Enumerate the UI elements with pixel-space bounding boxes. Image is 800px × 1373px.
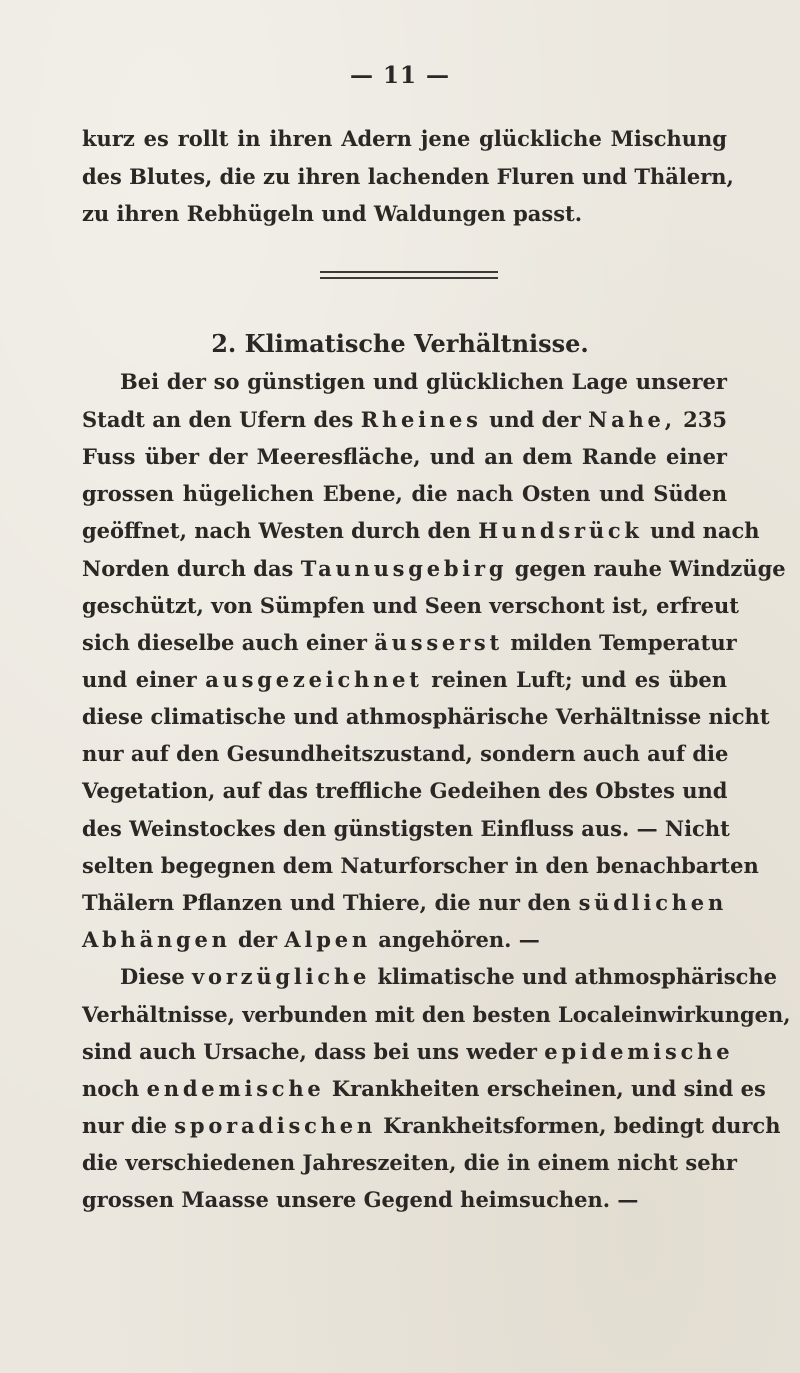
emphasized-word: vorzügliche [192,964,371,989]
text-run: gegen rauhe Windzüge [514,556,786,581]
text-run: Krankheitsformen, bedingt durch [383,1113,781,1138]
text-line [82,1002,791,1027]
text-line [82,1113,781,1138]
text-line [120,371,727,392]
text-run: nur die [82,1113,167,1138]
section-heading: 2. Klimatische Verhältnisse. [211,329,589,358]
text-run: 235 [683,407,727,432]
emphasized-word: Taunusgebirg [300,556,508,581]
text-run: reinen Luft; und es üben [431,667,728,692]
divider-rule [320,271,498,273]
text-line [82,704,770,729]
page-number: — 11 — [349,62,451,89]
text-line [82,1039,734,1064]
text-line [82,630,737,655]
text-line [82,853,759,878]
text-line [120,964,778,989]
text-line [82,929,727,950]
text-run: Diese [120,964,185,989]
emphasized-word: Nahe, [588,407,676,432]
text-line [82,518,760,543]
text-line [82,1189,727,1210]
text-line [82,446,727,467]
text-line [82,816,730,841]
emphasized-word: Hundsrück [478,518,643,543]
text-run: selten begegnen dem Naturforscher in den benachbarten [82,853,759,878]
text-line [82,1150,737,1175]
text-run: die verschiedenen Jahreszeiten, die in einem nicht sehr [82,1150,737,1175]
text-line: kurz es rollt in ihren Adern jene glückliche Mischung [82,126,727,151]
emphasized-word: südlichen [578,890,727,915]
text-run: der [238,927,278,952]
text-run: klimatische und athmosphärische [377,964,778,989]
text-run: Bei der so günstigen und glücklichen Lage unserer [120,369,727,394]
text-run: noch [82,1076,140,1101]
text-run: und der [489,407,581,432]
text-line [82,892,727,913]
text-run: nur auf den Gesundheitszustand, sondern auch auf die [82,741,729,766]
text-run: Fuss über der Meeresfläche, und an dem Rande einer [82,444,727,469]
text-run: sich dieselbe auch einer [82,630,367,655]
text-line [82,1076,766,1101]
text-run: grossen hügelichen Ebene, die nach Osten und Süden [82,481,727,506]
text-run: grossen Maasse unsere Gegend heimsuchen. — [82,1187,639,1212]
text-line: des Blutes, die zu ihren lachenden Fluren und Thälern, [82,164,734,189]
emphasized-word: endemische [146,1076,325,1101]
text-run: und einer [82,667,197,692]
text-run: Thälern Pflanzen und Thiere, die nur den [82,890,571,915]
emphasized-word: Rheines [360,407,482,432]
text-run: Krankheiten erscheinen, und sind es [331,1076,766,1101]
emphasized-word: sporadischen [174,1113,376,1138]
text-run: diese climatische und athmosphärische Verhältnisse nicht [82,704,770,729]
text-run: Vegetation, auf das treffliche Gedeihen des Obstes und [82,778,728,803]
emphasized-word: äusserst [374,630,504,655]
divider-rule [320,277,498,279]
text-line [82,593,739,618]
text-run: geschützt, von Sümpfen und Seen verschont ist, erfreut [82,593,739,618]
text-run: Verhältnisse, verbunden mit den besten Localeinwirkungen, [82,1002,791,1027]
text-run: geöffnet, nach Westen durch den [82,518,471,543]
text-line: zu ihren Rebhügeln und Waldungen passt. [82,201,583,226]
text-run: und nach [650,518,760,543]
emphasized-word: epidemische [544,1039,734,1064]
text-line [82,780,727,801]
text-run: des Weinstockes den günstigsten Einfluss aus. — Nicht [82,816,730,841]
text-run: sind auch Ursache, dass bei uns weder [82,1039,537,1064]
text-run: angehören. — [378,927,540,952]
text-run: Stadt an den Ufern des [82,407,354,432]
text-run: milden Temperatur [510,630,737,655]
text-line [82,483,727,504]
text-run: Norden durch das [82,556,294,581]
text-line [82,743,727,764]
text-line [82,409,727,430]
text-line [82,669,727,690]
emphasized-word: Abhängen [82,927,231,952]
emphasized-word: Alpen [284,927,371,952]
text-line [82,556,786,581]
emphasized-word: ausgezeichnet [205,667,423,692]
